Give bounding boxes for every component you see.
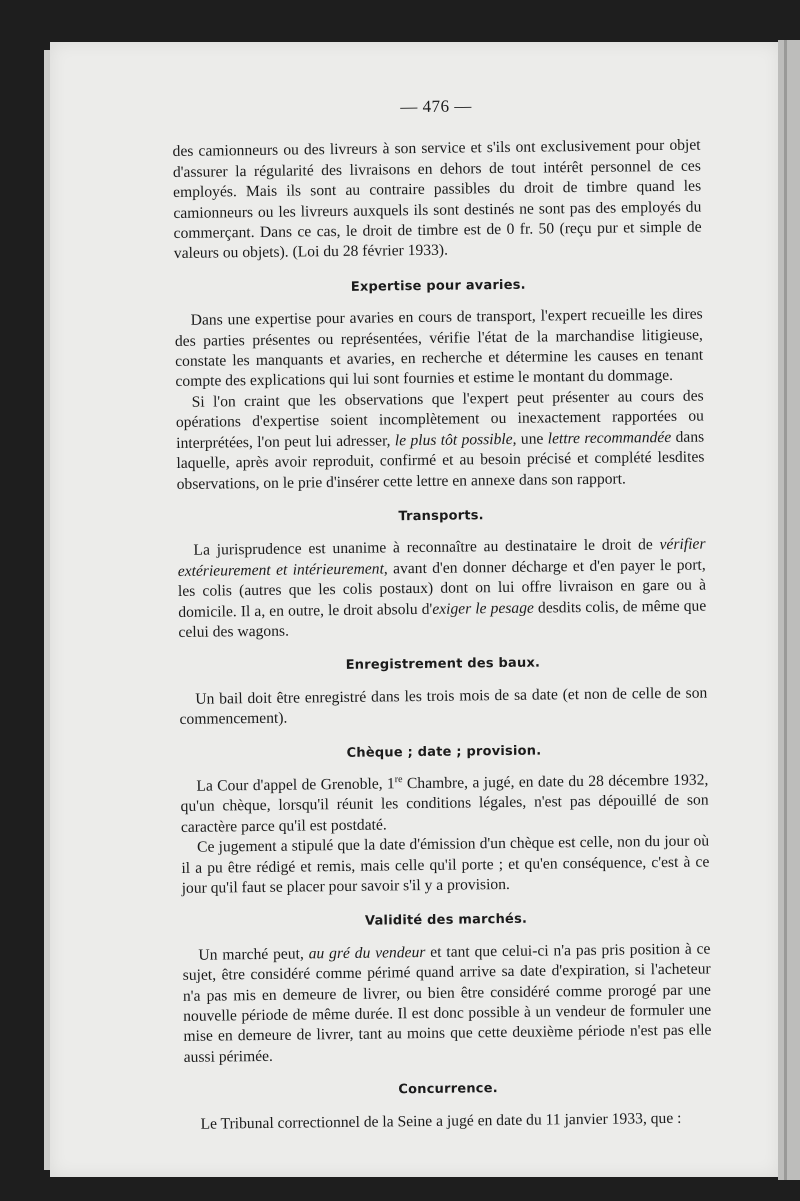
paragraph bbox=[177, 535, 706, 643]
text-run: Le Tribunal correctionnel de la Seine a jugé en date du 11 janvier 1933, que : bbox=[200, 1109, 682, 1133]
text-run: desdits colis, de même que celui des wagons. bbox=[178, 597, 707, 641]
italic-text: le plus tôt possible bbox=[394, 430, 513, 449]
binding-strip bbox=[778, 40, 800, 1180]
italic-text: vérifier extérieurement et intérieurement bbox=[177, 535, 706, 580]
section-heading: Enregistrement des baux. bbox=[345, 655, 541, 674]
article-body bbox=[173, 136, 713, 1135]
paragraph bbox=[181, 832, 710, 900]
text-run: Un bail doit être enregistré dans les trois mois de sa date (et non de celle de son commencement). bbox=[179, 684, 708, 729]
superscript-text: re bbox=[394, 774, 403, 786]
section bbox=[174, 273, 705, 494]
section bbox=[177, 503, 707, 643]
section bbox=[179, 652, 708, 731]
italic-text: exiger le pesage bbox=[432, 599, 535, 618]
paragraph bbox=[173, 136, 702, 265]
section-heading: Chèque ; date ; provision. bbox=[346, 743, 542, 761]
paragraph bbox=[176, 386, 705, 494]
paragraph bbox=[180, 770, 709, 838]
text-run: La jurisprudence est unanime à reconnaître au destinataire le droit de bbox=[193, 536, 660, 560]
italic-text: au gré du vendeur bbox=[308, 943, 426, 963]
section bbox=[184, 1077, 713, 1135]
text-run: et tant que celui-ci n'a pas pris position à ce sujet, être considéré comme périmé quand arrive sa date d'expiration, si l'acheteur n'a pas mis en demeure de livrer, ou bien être considéré comme prorogé par une nouvelle période de même durée. Il est donc possible à un vendeur de formuler une mise en demeure de livrer, tant au moins que cette deuxième période n'est pas elle aussi périmée. bbox=[182, 940, 712, 1066]
section-heading: Transports. bbox=[398, 508, 484, 525]
text-run: , une bbox=[512, 430, 548, 448]
text-run: Ce jugement a stipulé que la date d'émission d'un chèque est celle, non du jour où il a pu être rédigé et remis, mais celle qu'il porte ; et qu'en conséquence, c'est à ce jour qu'il faut se placer pour savoir s'il y a provision. bbox=[181, 832, 710, 897]
text-run: Si l'on craint que les observations que l'expert peut présenter au cours des opérations d'expertise soient incomplètement ou inexactement rapportées ou interprétées, l'on peut lui adresser, bbox=[175, 387, 705, 452]
page-content bbox=[172, 94, 713, 1135]
paragraph bbox=[175, 305, 704, 393]
paragraph bbox=[182, 939, 711, 1068]
section bbox=[182, 908, 712, 1068]
text-run: Chambre, a jugé, en date du 28 décembre 1932, qu'un chèque, lorsqu'il réunit les conditions légales, n'est pas dépouillé de son caractère parce qu'il est postdaté. bbox=[180, 771, 709, 836]
text-run: dans laquelle, après avoir reproduit, confirmé et au besoin précisé et complété lesdites observations, on le prie d'insérer cette lettre en annexe dans son rapport. bbox=[176, 428, 705, 493]
paragraph bbox=[179, 683, 707, 730]
section-heading: Concurrence. bbox=[398, 1081, 498, 1098]
section-heading: Expertise pour avaries. bbox=[350, 277, 526, 295]
section-heading: Validité des marchés. bbox=[364, 912, 528, 930]
section bbox=[173, 136, 702, 265]
text-run: La Cour d'appel de Grenoble, 1 bbox=[196, 775, 395, 795]
text-run: des camionneurs ou des livreurs à son service et s'ils ont exclusivement pour objet d'assurer la régularité des livraisons en dehors de tout intérêt personnel de ces employés. Mais ils sont au contraire passibles du droit de timbre quand les camionneurs ou les livreurs auxquels ils sont destinés ne sont pas des employés du commerçant. Dans ce cas, le droit de timbre est de 0 fr. 50 (reçu pur et simple de valeurs ou objets). (Loi du 28 février 1933). bbox=[172, 136, 702, 263]
text-run: , avant d'en donner décharge et d'en payer le port, les colis (autres que les colis postaux) dont on lui offre livraison en gare ou à domicile. Il a, en outre, le droit absolu d' bbox=[177, 556, 707, 621]
italic-text: lettre recommandée bbox=[547, 428, 672, 448]
page-number: — 476 — bbox=[400, 96, 472, 117]
text-run: Dans une expertise pour avaries en cours de transport, l'expert recueille les dires des parties présentes ou représentées, vérifie l'état de la marchandise litigieuse, constate les manquants et avaries, en recherche et détermine les causes en tenant compte des explications qui lui sont fournies et estime le montant du dommage. bbox=[174, 305, 704, 391]
section bbox=[180, 739, 710, 899]
text-run: Un marché peut, bbox=[198, 945, 309, 964]
